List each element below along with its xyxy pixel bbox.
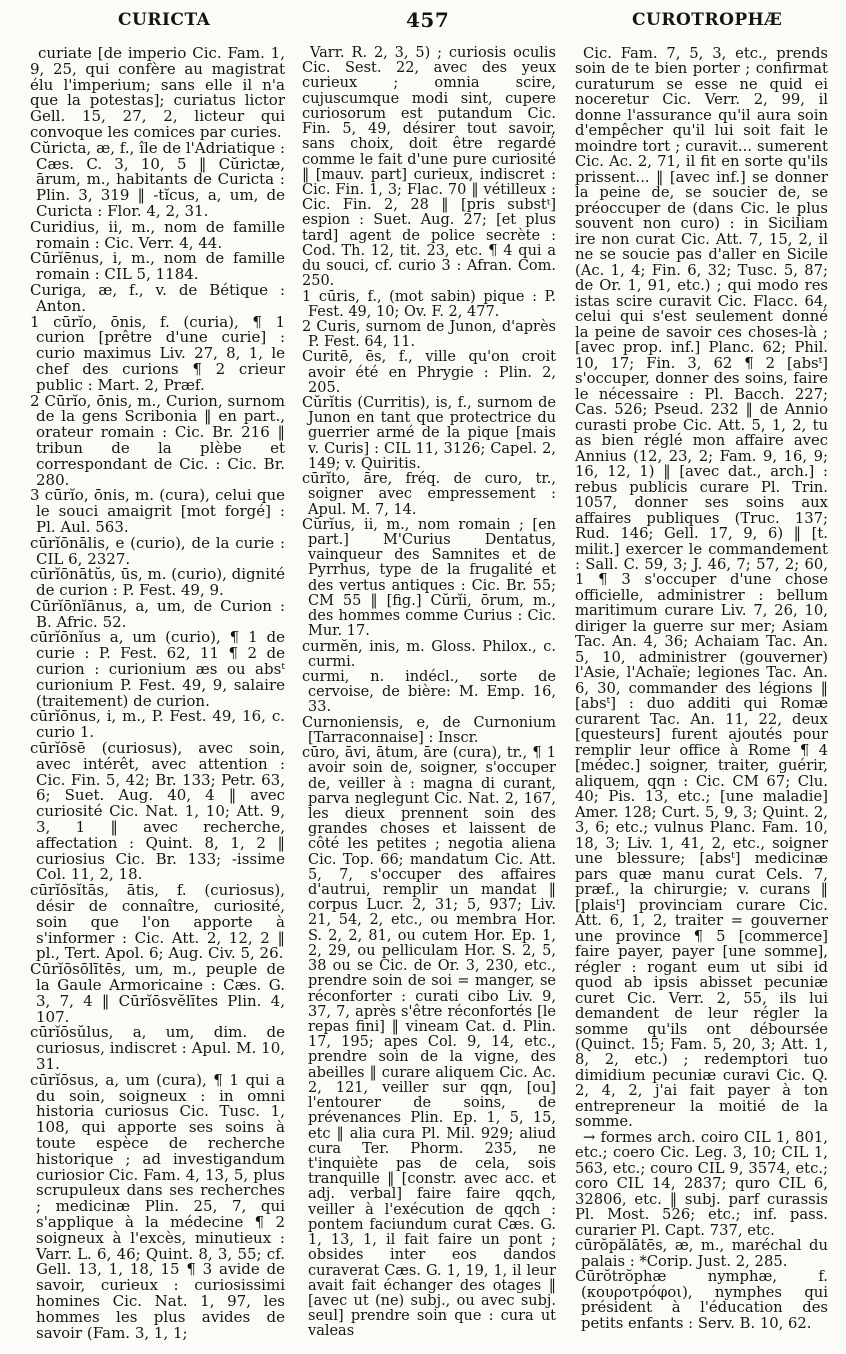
dictionary-entry: Cŭricta, æ, f., île de l'Adriatique : Cæs. C. 3, 10, 5 ‖ Cŭrictæ, ārum, m., habitants de Curicta : Plin. 3, 319 ‖ -tĭcus, a, um, de Curicta : Flor. 4, 2, 31.: [30, 138, 285, 220]
dictionary-entry: 1 cūris, f., (mot sabin) pique : P. Fest. 49, 10; Ov. F. 2, 477.: [302, 288, 556, 320]
dictionary-entry: cūrĭōnĭus a, um (curio), ¶ 1 de curie : P. Fest. 62, 11 ¶ 2 de curion : curionium æs ou absᵗ curionium P. Fest. 49, 9, salaire (traitement) de curion.: [30, 628, 285, 710]
dictionary-entry: cūrĭōnātŭs, ūs, m. (curio), dignité de curion : P. Fest. 49, 9.: [30, 565, 285, 600]
dictionary-entry: Cūrĭōsōlītēs, um, m., peuple de la Gaule Armoricaine : Cæs. G. 3, 7, 4 ‖ Cūrĭōsvĕlītes Plin. 4, 107.: [30, 960, 285, 1026]
dictionary-entry: cūrĭōsŭlus, a, um, dim. de curiosus, indiscret : Apul. M. 10, 31.: [30, 1023, 285, 1073]
dictionary-entry: cūrĭōnus, i, m., P. Fest. 49, 16, c. curio 1.: [30, 707, 285, 742]
dictionary-entry: Varr. R. 2, 3, 5) ; curiosis oculis Cic. Sest. 22, avec des yeux curieux ; omnia scire, cujuscumque modi sint, cupere curiosorum est putandum Cic. Fin. 5, 49, désirer tout savoir, sans choix, doit être regardé comme le fait d'une pure curiosité ‖ [mauv. part] curieux, indiscret : Cic. Fin. 1, 3; Flac. 70 ‖ vétilleux : Cic. Fin. 2, 28 ‖ [pris substᵗ] espion : Suet. Aug. 27; [et plus tard] agent de police secrète : Cod. Th. 12, tit. 23, etc. ¶ 4 qui a du souci, cf. curio 3 : Afran. Com. 250.: [302, 46, 556, 290]
dictionary-entry: cūrĭto, āre, fréq. de curo, tr., soigner avec empressement : Apul. M. 7, 14.: [302, 471, 556, 518]
dictionary-entry: 1 cūrĭo, ōnis, f. (curia), ¶ 1 curion [prêtre d'une curie] : curio maximus Liv. 27, 8, 1, le chef des curions ¶ 2 crieur public : Mart. 2, Præf.: [30, 312, 285, 394]
column-2: [302, 46, 556, 1346]
dictionary-entry: cūrĭōsĭtās, ātis, f. (curiosus), désir de connaître, curiosité, soin que l'on apporte à s'informer : Cic. Att. 2, 12, 2 ‖ pl., Tert. Apol. 6; Aug. Civ. 5, 26.: [30, 881, 285, 963]
dictionary-entry: 2 Curis, surnom de Junon, d'après P. Fest. 64, 11.: [302, 318, 556, 351]
dictionary-entry: curmĕn, inis, m. Gloss. Philox., c. curmi.: [302, 638, 556, 670]
dictionary-entry: Curitē, ēs, f., ville qu'on croit avoir été en Phrygie : Plin. 2, 205.: [302, 349, 556, 396]
dictionary-entry: Cŭrĭus, ii, m., nom romain ; [en part.] M'Curius Dentatus, vainqueur des Samnites et de Pyrrhus, type de la frugalité et des vertus antiques : Cic. Br. 55; CM 55 ‖ [fig.] Cŭrĭi, ōrum, m., des hommes comme Curius : Cic. Mur. 17.: [302, 516, 556, 640]
page-header: [0, 0, 846, 46]
dictionary-entry: Cic. Fam. 7, 5, 3, etc., prends soin de te bien porter ; confirmat curaturum se esse ne quid ei noceretur Cic. Verr. 2, 99, il donne l'assurance qu'il aura soin d'empêcher qu'il lui soit fait le moindre tort ; curavit... sumerent Cic. Ac. 2, 71, il fit en sorte qu'ils prissent... ‖ [avec inf.] se donner la peine de, se soucier de, se préoccuper de (dans Cic. le plus souvent non curo) : in Siciliam ire non curat Cic. Att. 7, 15, 2, il ne se soucie pas d'aller en Sicile (Ac. 1, 4; Fin. 6, 32; Tusc. 5, 87; de Or. 1, 91, etc.) ; qui modo res istas scire curavit Cic. Flacc. 64, celui qui s'est seulement donné la peine de savoir ces choses-là ; [avec prop. inf.] Planc. 62; Phil. 10, 17; Fin. 3, 62 ¶ 2 [absᵗ] s'occuper, donner des soins, faire le nécessaire : Pl. Bacch. 227; Cas. 526; Pseud. 232 ‖ de Annio curasti probe Cic. Att. 5, 1, 2, tu as bien réglé mon affaire avec Annius (12, 23, 2; Fam. 9, 16, 9; 16, 12, 1) ‖ [avec dat., arch.] : rebus publicis curare Pl. Trin. 1057, donner ses soins aux affaires publiques (Truc. 137; Rud. 146; Gell. 17, 9, 6) ‖ [t. milit.] exercer le commandement : Sall. C. 59, 3; J. 46, 7; 57, 2; 60, 1 ¶ 3 s'occuper d'une chose officielle, administrer : bellum maritimum curare Liv. 7, 26, 10, diriger la guerre sur mer; Asiam Tac. An. 4, 36; Achaiam Tac. An. 5, 10, administrer (gouverner) l'Asie, l'Achaïe; legiones Tac. An. 6, 30, commander des légions ‖ [absᵗ] : duo additi qui Romæ curarent Tac. An. 11, 22, deux [questeurs] furent ajoutés pour remplir leur office à Rome ¶ 4 [médec.] soigner, traiter, guérir, aliquem, qqn : Cic. CM 67; Clu. 40; Pis. 13, etc.; [une maladie] Amer. 128; Curt. 5, 9, 3; Quint. 2, 3, 6; etc.; vulnus Planc. Fam. 10, 18, 3; Liv. 1, 41, 2, etc., soigner une blessure; [absᵗ] medicinæ pars quæ manu curat Cels. 7, præf., la chirurgie; v. curans ‖ [plaisᵗ] provinciam curare Cic. Att. 6, 1, 2, traiter = gouverner une province ¶ 5 [commerce] faire payer, payer [une somme], régler : rogant eum ut sibi id quod ab ipsis abisset pecuniæ curet Cic. Verr. 2, 55, ils lui demandent de leur régler la somme qu'ils ont déboursée (Quinct. 15; Fam. 5, 20, 3; Att. 1, 8, 2, etc.) ; redemptori tuo dimidium pecuniæ curavi Cic. Q. 2, 4, 2, j'ai fait payer à ton entrepreneur la moitié de la somme.: [575, 46, 828, 1131]
dictionary-entry: cūrĭōsē (curiosus), avec soin, avec intérêt, avec attention : Cic. Fin. 5, 42; Br. 133; Petr. 63, 6; Suet. Aug. 40, 4 ‖ avec curiosité Cic. Nat. 1, 10; Att. 9, 3, 1 ‖ avec recherche, affectation : Quint. 8, 1, 2 ‖ curiosius Cic. Br. 133; -issime Col. 11, 2, 18.: [30, 739, 285, 884]
dictionary-entry: 3 cūrĭo, ōnis, m. (cura), celui que le souci amaigrit [mot forgé] : Pl. Aul. 563.: [30, 486, 285, 536]
dictionary-entry: cūro, āvi, ātum, āre (cura), tr., ¶ 1 avoir soin de, soigner, s'occuper de, veiller à : magna di curant, parva neglegunt Cic. Nat. 2, 167, les dieux prennent soin des grandes choses et laissent de côté les petites ; negotia aliena Cic. Top. 66; mandatum Cic. Att. 5, 7, s'occuper des affaires d'autrui, remplir un mandat ‖ corpus Lucr. 2, 31; 5, 937; Liv. 21, 54, 2, etc., ou membra Hor. S. 2, 2, 81, ou cutem Hor. Ep. 1, 2, 29, ou pelliculam Hor. S. 2, 5, 38 ou se Cic. de Or. 3, 230, etc., prendre soin de soi = manger, se réconforter : curati cibo Liv. 9, 37, 7, après s'être réconfortés [le repas fini] ‖ vineam Cat. d. Plin. 17, 195; apes Col. 9, 14, etc., prendre soin de la vigne, des abeilles ‖ curare aliquem Cic. Ac. 2, 121, veiller sur qqn, [ou] l'entourer de soins, de prévenances Plin. Ep. 1, 5, 15, etc ‖ alia cura Pl. Mil. 929; aliud cura Ter. Phorm. 235, ne t'inquiète pas de cela, sois tranquille ‖ [constr. avec acc. et adj. verbal] faire faire qqch, veiller à l'exécution de qqch : pontem faciundum curat Cæs. G. 1, 13, 1, il fait faire un pont ; obsides inter eos dandos curaverat Cæs. G. 1, 19, 1, il leur avait fait échanger des otages ‖ [avec ut (ne) subj., ou avec subj. seul] prendre soin que : cura ut valeas: [302, 745, 556, 1340]
running-head-right: CUROTROPHÆ: [632, 10, 783, 30]
column-1: [30, 46, 285, 1346]
column-3: [575, 46, 828, 1346]
dictionary-entry: Curnoniensis, e, de Curnonium [Tarraconnaise] : Inscr.: [302, 714, 556, 746]
dictionary-entry: curiate [de imperio Cic. Fam. 1, 9, 25, qui confère au magistrat élu l'imperium; sans elle il n'a que la potestas]; curiatus lictor Gell. 15, 27, 2, licteur qui convoque les comices par curies.: [30, 46, 285, 141]
dictionary-entry: Curiga, æ, f., v. de Bétique : Anton.: [30, 280, 285, 315]
dictionary-entry: Cūrĭēnus, i, m., nom de famille romain : CIL 5, 1184.: [30, 249, 285, 284]
dictionary-entry: Cŭrĭtis (Curritis), is, f., surnom de Junon en tant que protectrice du guerrier armé de la pique [mais v. Curis] : CIL 11, 3126; Capel. 2, 149; v. Quiritis.: [302, 395, 556, 472]
dictionary-entry: Curidius, ii, m., nom de famille romain : Cic. Verr. 4, 44.: [30, 217, 285, 252]
dictionary-entry: cūrĭōsus, a, um (cura), ¶ 1 qui a du soin, soigneux : in omni historia curiosus Cic. Tusc. 1, 108, qui apporte ses soins à toute espèce de recherche historique ; ad investigandum curiosior Cic. Fam. 4, 13, 5, plus scrupuleux dans ses recherches ; medicinæ Plin. 25, 7, qui s'applique à la médecine ¶ 2 soigneux à l'excès, minutieux : Varr. L. 6, 46; Quint. 8, 3, 55; cf. Gell. 13, 1, 18, 15 ¶ 3 avide de savoir, curieux : curiosissimi homines Cic. Nat. 1, 97, les hommes les plus avides de savoir (Fam. 3, 1, 1;: [30, 1070, 285, 1342]
dictionary-entry: cūrŏpălātēs, æ, m., maréchal du palais : *Corip. Just. 2, 285.: [575, 1237, 828, 1270]
dictionary-entry: 2 Cūrĭo, ōnis, m., Curion, surnom de la gens Scribonia ‖ en part., orateur romain : Cic. Br. 216 ‖ tribun de la plèbe et correspondant de Cic. : Cic. Br. 280.: [30, 391, 285, 489]
dictionary-entry: Cūrŏtrŏphæ nymphæ, f. (κουροτρόφοι), nymphes qui président à l'éducation des petits enfants : Serv. B. 10, 62.: [575, 1268, 828, 1332]
page-number: 457: [406, 8, 450, 32]
dictionary-entry: → formes arch. coiro CIL 1, 801, etc.; coero Cic. Leg. 3, 10; CIL 1, 563, etc.; couro CIL 9, 3574, etc.; coro CIL 14, 2837; quro CIL 6, 32806, etc. ‖ subj. parf curassis Pl. Most. 526; etc.; inf. pass. curarier Pl. Capt. 737, etc.: [575, 1128, 828, 1239]
dictionary-entry: cūrĭōnālis, e (curio), de la curie : CIL 6, 2327.: [30, 533, 285, 568]
dictionary-entry: curmi, n. indécl., sorte de cervoise, de bière: M. Emp. 16, 33.: [302, 668, 556, 716]
dictionary-entry: Cūrĭōnĭānus, a, um, de Curion : B. Afric. 52.: [30, 596, 285, 631]
running-head-left: CURICTA: [118, 10, 211, 30]
